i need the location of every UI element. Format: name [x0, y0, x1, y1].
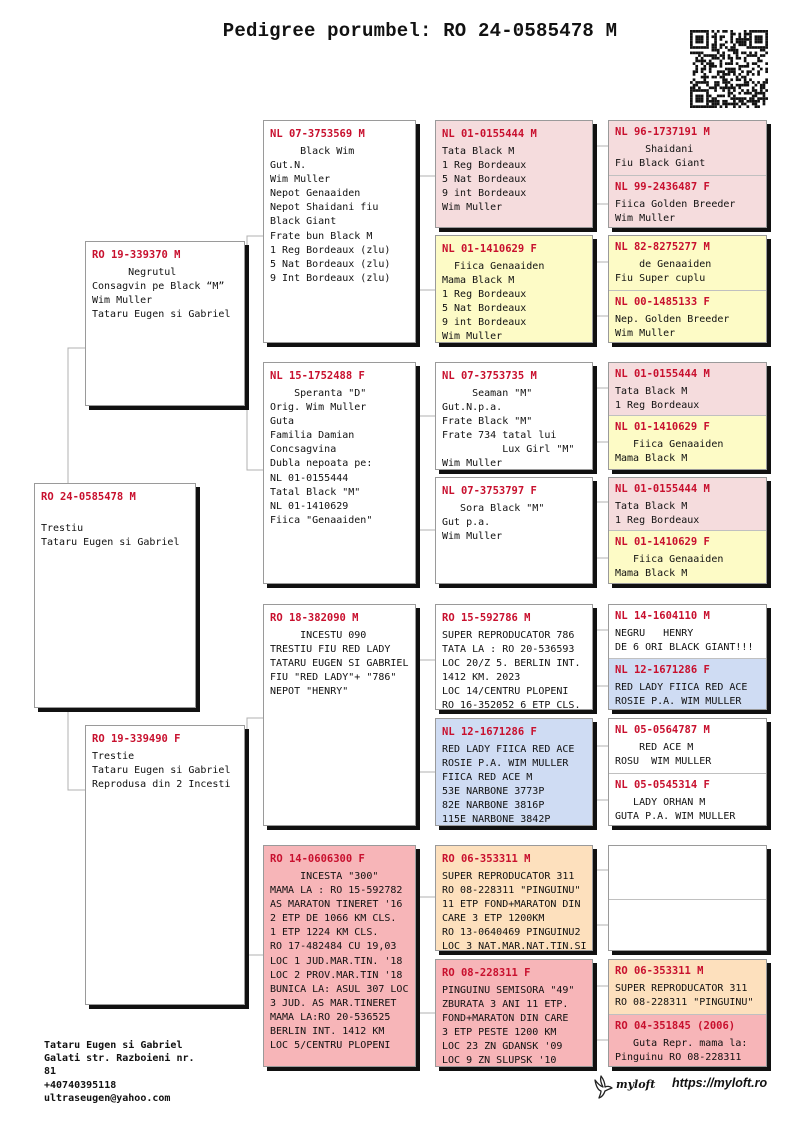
ring-number: RO 24-0585478 M	[41, 491, 136, 503]
detail-line: ZBURATA 3 ANI 11 ETP.	[442, 999, 569, 1011]
gen4-pair-4	[608, 477, 767, 584]
detail-line: Reprodusa din 2 Incesti	[92, 779, 231, 791]
gen4-card	[609, 363, 766, 415]
detail-line: Tata Black M	[615, 501, 688, 512]
ring-number: NL 00-1485133 F	[615, 296, 710, 308]
ring-number: RO 06-353311 M	[442, 853, 531, 865]
detail-line: Tataru Eugen si Gabriel	[44, 1040, 183, 1051]
gen4-card	[609, 236, 766, 290]
detail-line: Trestiu	[41, 523, 84, 535]
detail-line: LOC 2 PROV.MAR.TIN '18	[270, 969, 403, 981]
detail-line: Wim Muller	[442, 458, 503, 470]
detail-line: Wim Muller	[270, 174, 331, 186]
detail-line: ROSIE P.A. WIM MULLER	[615, 696, 742, 708]
ring-number: NL 96-1737191 M	[615, 126, 710, 138]
detail-line: 1 ETP 1224 KM CLS.	[270, 927, 379, 939]
card-details	[442, 870, 586, 951]
card-details	[615, 627, 760, 655]
ss-sire-card	[435, 120, 593, 228]
detail-line: Black Wim	[270, 146, 355, 157]
detail-line: 53E NARBONE 3773P	[442, 786, 545, 798]
detail-line: Trestie	[92, 751, 135, 762]
breeder-contact	[44, 1039, 195, 1105]
ring-number: NL 01-1410629 F	[615, 536, 710, 548]
ring-number: NL 01-1410629 F	[442, 243, 537, 255]
detail-line: Gut.N.	[270, 160, 307, 172]
detail-line: 9 int Bordeaux	[442, 317, 527, 329]
card-details	[41, 508, 189, 550]
detail-line: DE 6 ORI BLACK GIANT!!!	[615, 642, 754, 654]
detail-line: GUTA P.A. WIM MULLER	[615, 811, 736, 823]
detail-line: TRESTIU FIU RED LADY	[270, 644, 391, 656]
detail-line: RO 16-352052 6 ETP CLS.	[442, 700, 581, 710]
ring-number: RO 19-339490 F	[92, 733, 181, 745]
gen4-card	[609, 605, 766, 658]
card-details	[442, 502, 586, 544]
ring-number: NL 14-1604110 M	[615, 610, 710, 622]
detail-line: Nepot Genaaiden	[270, 188, 361, 200]
detail-line: TATARU EUGEN SI GABRIEL	[270, 658, 409, 670]
detail-line: Nep. Golden Breeder	[615, 314, 730, 325]
ring-number: NL 07-3753735 M	[442, 370, 537, 382]
ring-number: NL 15-1752488 F	[270, 370, 365, 382]
gen4-pair-5	[608, 604, 767, 710]
gen4-pair-6	[608, 718, 767, 826]
detail-line: 3 JUD. AS MAR.TINERET	[270, 997, 397, 1009]
detail-line: Wim Muller	[615, 213, 676, 225]
detail-line: Guta Repr. mama la:	[615, 1038, 748, 1049]
detail-line: TATA LA : RO 20-536593	[442, 644, 575, 656]
detail-line: SUPER REPRODUCATOR 311	[615, 983, 748, 994]
subject-card	[34, 483, 196, 708]
detail-line: 1 Reg Bordeaux	[615, 515, 700, 527]
detail-line: Frate Black "M"	[442, 416, 533, 428]
detail-line: FIICA RED ACE M	[442, 772, 533, 784]
ring-number: NL 01-0155444 M	[615, 368, 710, 380]
detail-line: Fiica Genaaiden	[615, 554, 724, 565]
card-details	[442, 984, 586, 1067]
card-details	[92, 266, 238, 322]
card-details	[615, 1037, 760, 1065]
card-details	[615, 500, 760, 528]
card-details	[92, 750, 238, 792]
card-details	[615, 143, 760, 171]
sd-sire-card	[435, 362, 593, 470]
detail-line: Gut p.a.	[442, 517, 491, 529]
detail-line: ROSU WIM MULLER	[615, 756, 712, 768]
detail-line: Wim Muller	[442, 331, 503, 343]
ring-number: NL 12-1671286 F	[615, 664, 710, 676]
detail-line: 1 Reg Bordeaux	[615, 400, 700, 412]
detail-line: Tataru Eugen si Gabriel	[41, 537, 180, 549]
detail-line: Tata Black M	[442, 146, 515, 157]
detail-line: de Genaaiden	[615, 259, 712, 270]
detail-line: LOC 5/CENTRU PLOPENI	[270, 1040, 391, 1052]
detail-line: RO 17-482484 CU 19,03	[270, 941, 397, 953]
detail-line: Fiica Genaaiden	[615, 439, 724, 450]
card-details	[270, 387, 409, 528]
card-details	[615, 198, 760, 226]
ring-number: NL 12-1671286 F	[442, 726, 537, 738]
detail-line: +40740395118	[44, 1079, 117, 1091]
gen4-card	[609, 530, 766, 584]
gen4-card	[609, 290, 766, 343]
detail-line: 9 Int Bordeaux (zlu)	[270, 272, 391, 284]
gen4-card	[609, 719, 766, 773]
detail-line: Mama Black M	[615, 568, 688, 580]
card-details	[270, 870, 409, 1053]
ring-number: NL 05-0564787 M	[615, 724, 710, 736]
card-details	[615, 982, 760, 1010]
detail-line: 82E NARBONE 3816P	[442, 800, 545, 812]
gen4-card	[609, 773, 766, 826]
dam-card	[85, 725, 245, 1005]
detail-line: BERLIN INT. 1412 KM	[270, 1026, 385, 1038]
card-details	[615, 553, 760, 581]
detail-line: RED LADY FIICA RED ACE	[442, 744, 575, 755]
detail-line: Negrutul	[92, 267, 177, 278]
detail-line: Tataru Eugen si Gabriel	[92, 765, 231, 777]
ring-number: NL 07-3753797 F	[442, 485, 537, 497]
gen4-pair-8	[608, 959, 767, 1067]
detail-line: FIU "RED LADY"+ "786"	[270, 672, 397, 684]
detail-line: Fiica "Genaaiden"	[270, 514, 373, 526]
detail-line: 1 Reg Bordeaux	[442, 160, 527, 172]
gen4-pair-7	[608, 845, 767, 951]
card-details	[442, 260, 586, 343]
detail-line: AS MARATON TINERET '16	[270, 899, 403, 911]
detail-line: 5 Nat Bordeaux (zlu)	[270, 258, 391, 270]
website-link[interactable]: https://myloft.ro	[672, 1076, 768, 1090]
detail-line: 5 Nat Bordeaux	[442, 174, 527, 186]
ring-number: RO 06-353311 M	[615, 965, 704, 977]
card-details	[615, 438, 760, 466]
detail-line: FOND+MARATON DIN CARE	[442, 1013, 569, 1025]
detail-line: MAMA LA : RO 15-592782	[270, 885, 403, 897]
detail-line: Frate bun Black M	[270, 230, 373, 242]
gen4-card	[609, 121, 766, 175]
detail-line: PINGUINU SEMISORA "49"	[442, 985, 575, 996]
detail-line: NEGRU HENRY	[615, 628, 694, 639]
detail-line: 1 Reg Bordeaux (zlu)	[270, 244, 391, 256]
card-details	[615, 385, 760, 413]
card-details	[615, 258, 760, 286]
gen4-card	[609, 960, 766, 1014]
detail-line: Mama Black M	[615, 453, 688, 465]
detail-line: Fiica Golden Breeder	[615, 199, 736, 210]
detail-line: Nepot Shaidani fiu	[270, 202, 379, 214]
detail-line: ROSIE P.A. WIM MULLER	[442, 758, 569, 770]
detail-line: Wim Muller	[92, 295, 153, 307]
sire-sire-card	[263, 120, 416, 343]
gen4-pair-2	[608, 235, 767, 343]
ring-number: NL 01-0155444 M	[442, 128, 537, 140]
detail-line: RO 08-228311 "PINGUINU"	[615, 997, 754, 1009]
detail-line: RED ACE M	[615, 742, 694, 753]
detail-line: Concsagvina	[270, 444, 337, 456]
gen4-pair-1	[608, 120, 767, 228]
detail-line: Fiu Super cuplu	[615, 273, 706, 285]
detail-line: Consagvin pe Black “M”	[92, 281, 225, 293]
detail-line: Wim Muller	[442, 202, 503, 214]
detail-line: LOC 20/Z 5. BERLIN INT.	[442, 658, 581, 670]
gen4-card	[609, 899, 766, 951]
detail-line: 9 int Bordeaux	[442, 188, 527, 200]
detail-line: Speranta "D"	[270, 388, 367, 399]
detail-line: 2 ETP DE 1066 KM CLS.	[270, 913, 397, 925]
detail-line: SUPER REPRODUCATOR 786	[442, 630, 575, 641]
detail-line: Shaidani	[615, 144, 694, 155]
bird-logo-icon	[592, 1074, 616, 1100]
detail-line: Tatal Black "M"	[270, 486, 361, 498]
ring-number: RO 15-592786 M	[442, 612, 531, 624]
detail-line: NL 01-0155444	[270, 472, 349, 484]
card-details	[615, 741, 760, 769]
card-details	[615, 681, 760, 709]
detail-line: BUNICA LA: ASUL 307 LOC	[270, 983, 409, 995]
detail-line: Galati str. Razboieni nr.	[44, 1053, 195, 1065]
detail-line: Black Giant	[270, 216, 337, 228]
ring-number: RO 08-228311 F	[442, 967, 531, 979]
card-details	[270, 145, 409, 286]
ring-number: NL 82-8275277 M	[615, 241, 710, 253]
card-details	[442, 743, 586, 826]
gen4-card	[609, 478, 766, 530]
page-title: Pedigree porumbel: RO 24-0585478 M	[222, 20, 618, 42]
detail-line: 5 Nat Bordeaux	[442, 303, 527, 315]
dd-dam-card	[435, 959, 593, 1067]
detail-line: NEPOT "HENRY"	[270, 686, 349, 698]
detail-line: RO 13-0640469 PINGUINU2	[442, 927, 581, 939]
detail-line: Seaman "M"	[442, 388, 533, 399]
gen4-card	[609, 658, 766, 710]
card-details	[442, 629, 586, 710]
gen4-card	[609, 175, 766, 228]
detail-line: LOC 3 NAT.MAR.NAT.TIN.SI	[442, 941, 587, 951]
detail-line: NL 01-1410629	[270, 500, 349, 512]
detail-line: 81	[44, 1066, 57, 1078]
detail-line: Familia Damian	[270, 430, 355, 442]
detail-line: 115E NARBONE 3842P	[442, 814, 551, 826]
detail-line: CARE 3 ETP 1200KM	[442, 913, 545, 925]
ds-sire-card	[435, 604, 593, 710]
detail-line: 3 ETP PESTE 1200 KM	[442, 1027, 557, 1039]
card-details	[442, 387, 586, 470]
card-details	[270, 629, 409, 699]
sire-dam-card	[263, 362, 416, 584]
detail-line: 1 Reg Bordeaux	[442, 289, 527, 301]
ring-number: NL 99-2436487 F	[615, 181, 710, 193]
ring-number: NL 01-0155444 M	[615, 483, 710, 495]
dd-sire-card	[435, 845, 593, 951]
detail-line: INCESTU 090	[270, 630, 367, 641]
gen4-pair-3	[608, 362, 767, 470]
detail-line: RO 08-228311 "PINGUINU"	[442, 885, 581, 897]
ss-dam-card	[435, 235, 593, 343]
gen4-card	[609, 1014, 766, 1067]
detail-line: LOC 1 JUD.MAR.TIN. '18	[270, 955, 403, 967]
detail-line: ultraseugen@yahoo.com	[44, 1092, 171, 1104]
detail-line: Dubla nepoata pe:	[270, 458, 373, 470]
detail-line: INCESTA "300"	[270, 871, 379, 882]
card-details	[442, 145, 586, 215]
detail-line: LOC 14/CENTRU PLOPENI	[442, 686, 569, 698]
detail-line: Gut.N.p.a.	[442, 402, 503, 414]
detail-line: Wim Muller	[442, 531, 503, 543]
ring-number: RO 18-382090 M	[270, 612, 359, 624]
detail-line: Tata Black M	[615, 386, 688, 397]
detail-line: Tataru Eugen si Gabriel	[92, 309, 231, 321]
detail-line: LOC 9 ZN SLUPSK '10	[442, 1055, 557, 1067]
dam-sire-card	[263, 604, 416, 826]
detail-line: 11 ETP FOND+MARATON DIN	[442, 899, 581, 911]
detail-line: Wim Muller	[615, 328, 676, 340]
card-details	[615, 796, 760, 824]
card-details	[615, 313, 760, 341]
ring-number: RO 14-0606300 F	[270, 853, 365, 865]
detail-line: Orig. Wim Muller	[270, 402, 367, 414]
gen4-card	[609, 415, 766, 470]
detail-line: RED LADY FIICA RED ACE	[615, 682, 748, 693]
detail-line	[41, 508, 189, 522]
logo-text: myloft	[616, 1078, 656, 1091]
detail-line: Lux Girl "M"	[442, 444, 575, 456]
detail-line: 1412 KM. 2023	[442, 672, 521, 684]
detail-line: Pinguinu RO 08-228311	[615, 1052, 742, 1064]
detail-line: Fiica Genaaiden	[442, 261, 545, 272]
dam-dam-card	[263, 845, 416, 1067]
detail-line: MAMA LA:RO 20-536525	[270, 1011, 391, 1023]
detail-line: Frate 734 tatal lui	[442, 430, 557, 442]
ring-number: RO 04-351845 (2006)	[615, 1020, 736, 1032]
ring-number: NL 05-0545314 F	[615, 779, 710, 791]
ring-number: NL 07-3753569 M	[270, 128, 365, 140]
detail-line: SUPER REPRODUCATOR 311	[442, 871, 575, 882]
detail-line: Sora Black "M"	[442, 503, 545, 514]
sd-dam-card	[435, 477, 593, 584]
detail-line: Fiu Black Giant	[615, 158, 706, 170]
detail-line: LADY ORHAN M	[615, 797, 706, 808]
ds-dam-card	[435, 718, 593, 826]
ring-number: RO 19-339370 M	[92, 249, 181, 261]
gen4-card	[609, 846, 766, 899]
sire-card	[85, 241, 245, 406]
detail-line: Guta	[270, 416, 295, 428]
detail-line: Mama Black M	[442, 275, 515, 287]
ring-number: NL 01-1410629 F	[615, 421, 710, 433]
detail-line: LOC 23 ZN GDANSK '09	[442, 1041, 563, 1053]
